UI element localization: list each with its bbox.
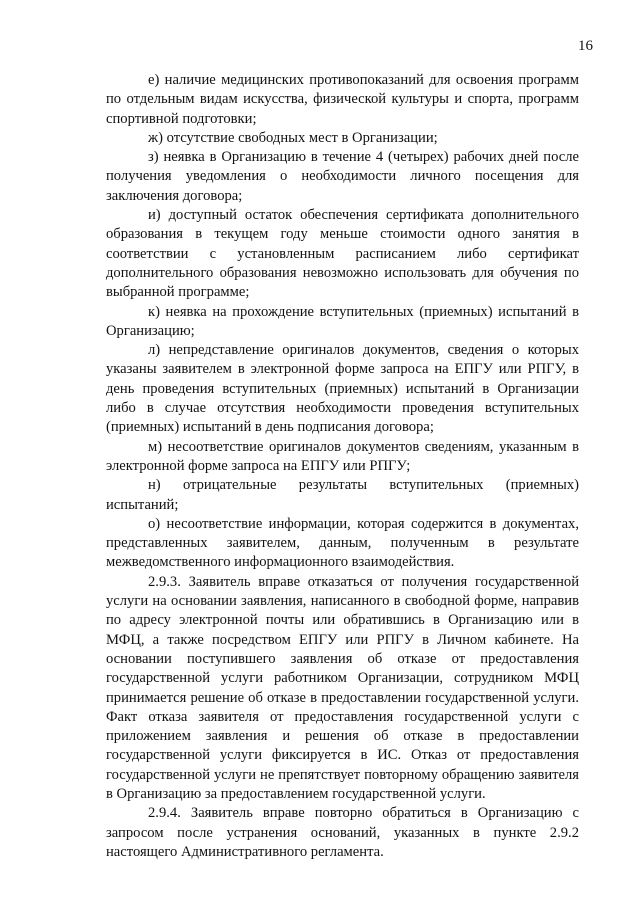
paragraph-n: н) отрицательные результаты вступительных (приемных) испытаний; [106,477,579,513]
paragraph-2-9-4: 2.9.4. Заявитель вправе повторно обратиться в Организацию с запросом после устранения оснований, указанных в пункте 2.9.2 настоящего Административного регламента. [106,805,579,860]
paragraph-o: о) несоответствие информации, которая содержится в документах, представленных заявителем, данным, полученным в результате межведомственного информационного взаимодействия. [106,515,579,571]
paragraph-z: з) неявка в Организацию в течение 4 (четырех) рабочих дней после получения уведомления о необходимости личного посещения для заключения договора; [106,149,579,204]
paragraph-i: и) доступный остаток обеспечения сертификата дополнительного образования в текущем году меньше стоимости одного занятия в соответствии с установленным расписанием либо сертификат дополнительного образования невозможно использовать для обучения по выбранной программе; [106,207,579,301]
paragraph-zh: ж) отсутствие свободных мест в Организации; [148,129,438,146]
paragraph-l: л) непредставление оригиналов документов, сведения о которых указаны заявителем в электронной форме запроса на ЕПГУ или РПГУ, в день проведения вступительных (приемных) испытаний в Организации либо в случае отсутствия необходимости проведения вступительных (приемных) испытаний в день подписания договора; [106,342,579,436]
document-body [106,71,579,862]
paragraph-e: е) наличие медицинских противопоказаний для освоения программ по отдельным видам искусства, физической культуры и спорта, программ спортивной подготовки; [106,72,579,127]
page-number: 16 [578,38,593,54]
paragraph-2-9-3: 2.9.3. Заявитель вправе отказаться от получения государственной услуги на основании заявления, написанного в свободной форме, направив по адресу электронной почты или обратившись в Организацию или в МФЦ, а также посредством ЕПГУ или РПГУ в Личном кабинете. На основании поступившего заявления об отказе от предоставления государственной услуги работником Организации, сотрудником МФЦ принимается решение об отказе в предоставлении государственной услуги. Факт отказа заявителя от предоставления государственной услуги с приложением заявления и решения об отказе в предоставлении государственной услуги фиксируется в ИС. Отказ от предоставления государственной услуги не препятствует повторному обращению заявителя в Организацию за предоставлением государственной услуги. [106,573,579,802]
paragraph-k: к) неявка на прохождение вступительных (приемных) испытаний в Организацию; [106,303,579,339]
paragraph-m: м) несоответствие оригиналов документов сведениям, указанным в электронной форме запроса на ЕПГУ или РПГУ; [106,438,579,474]
